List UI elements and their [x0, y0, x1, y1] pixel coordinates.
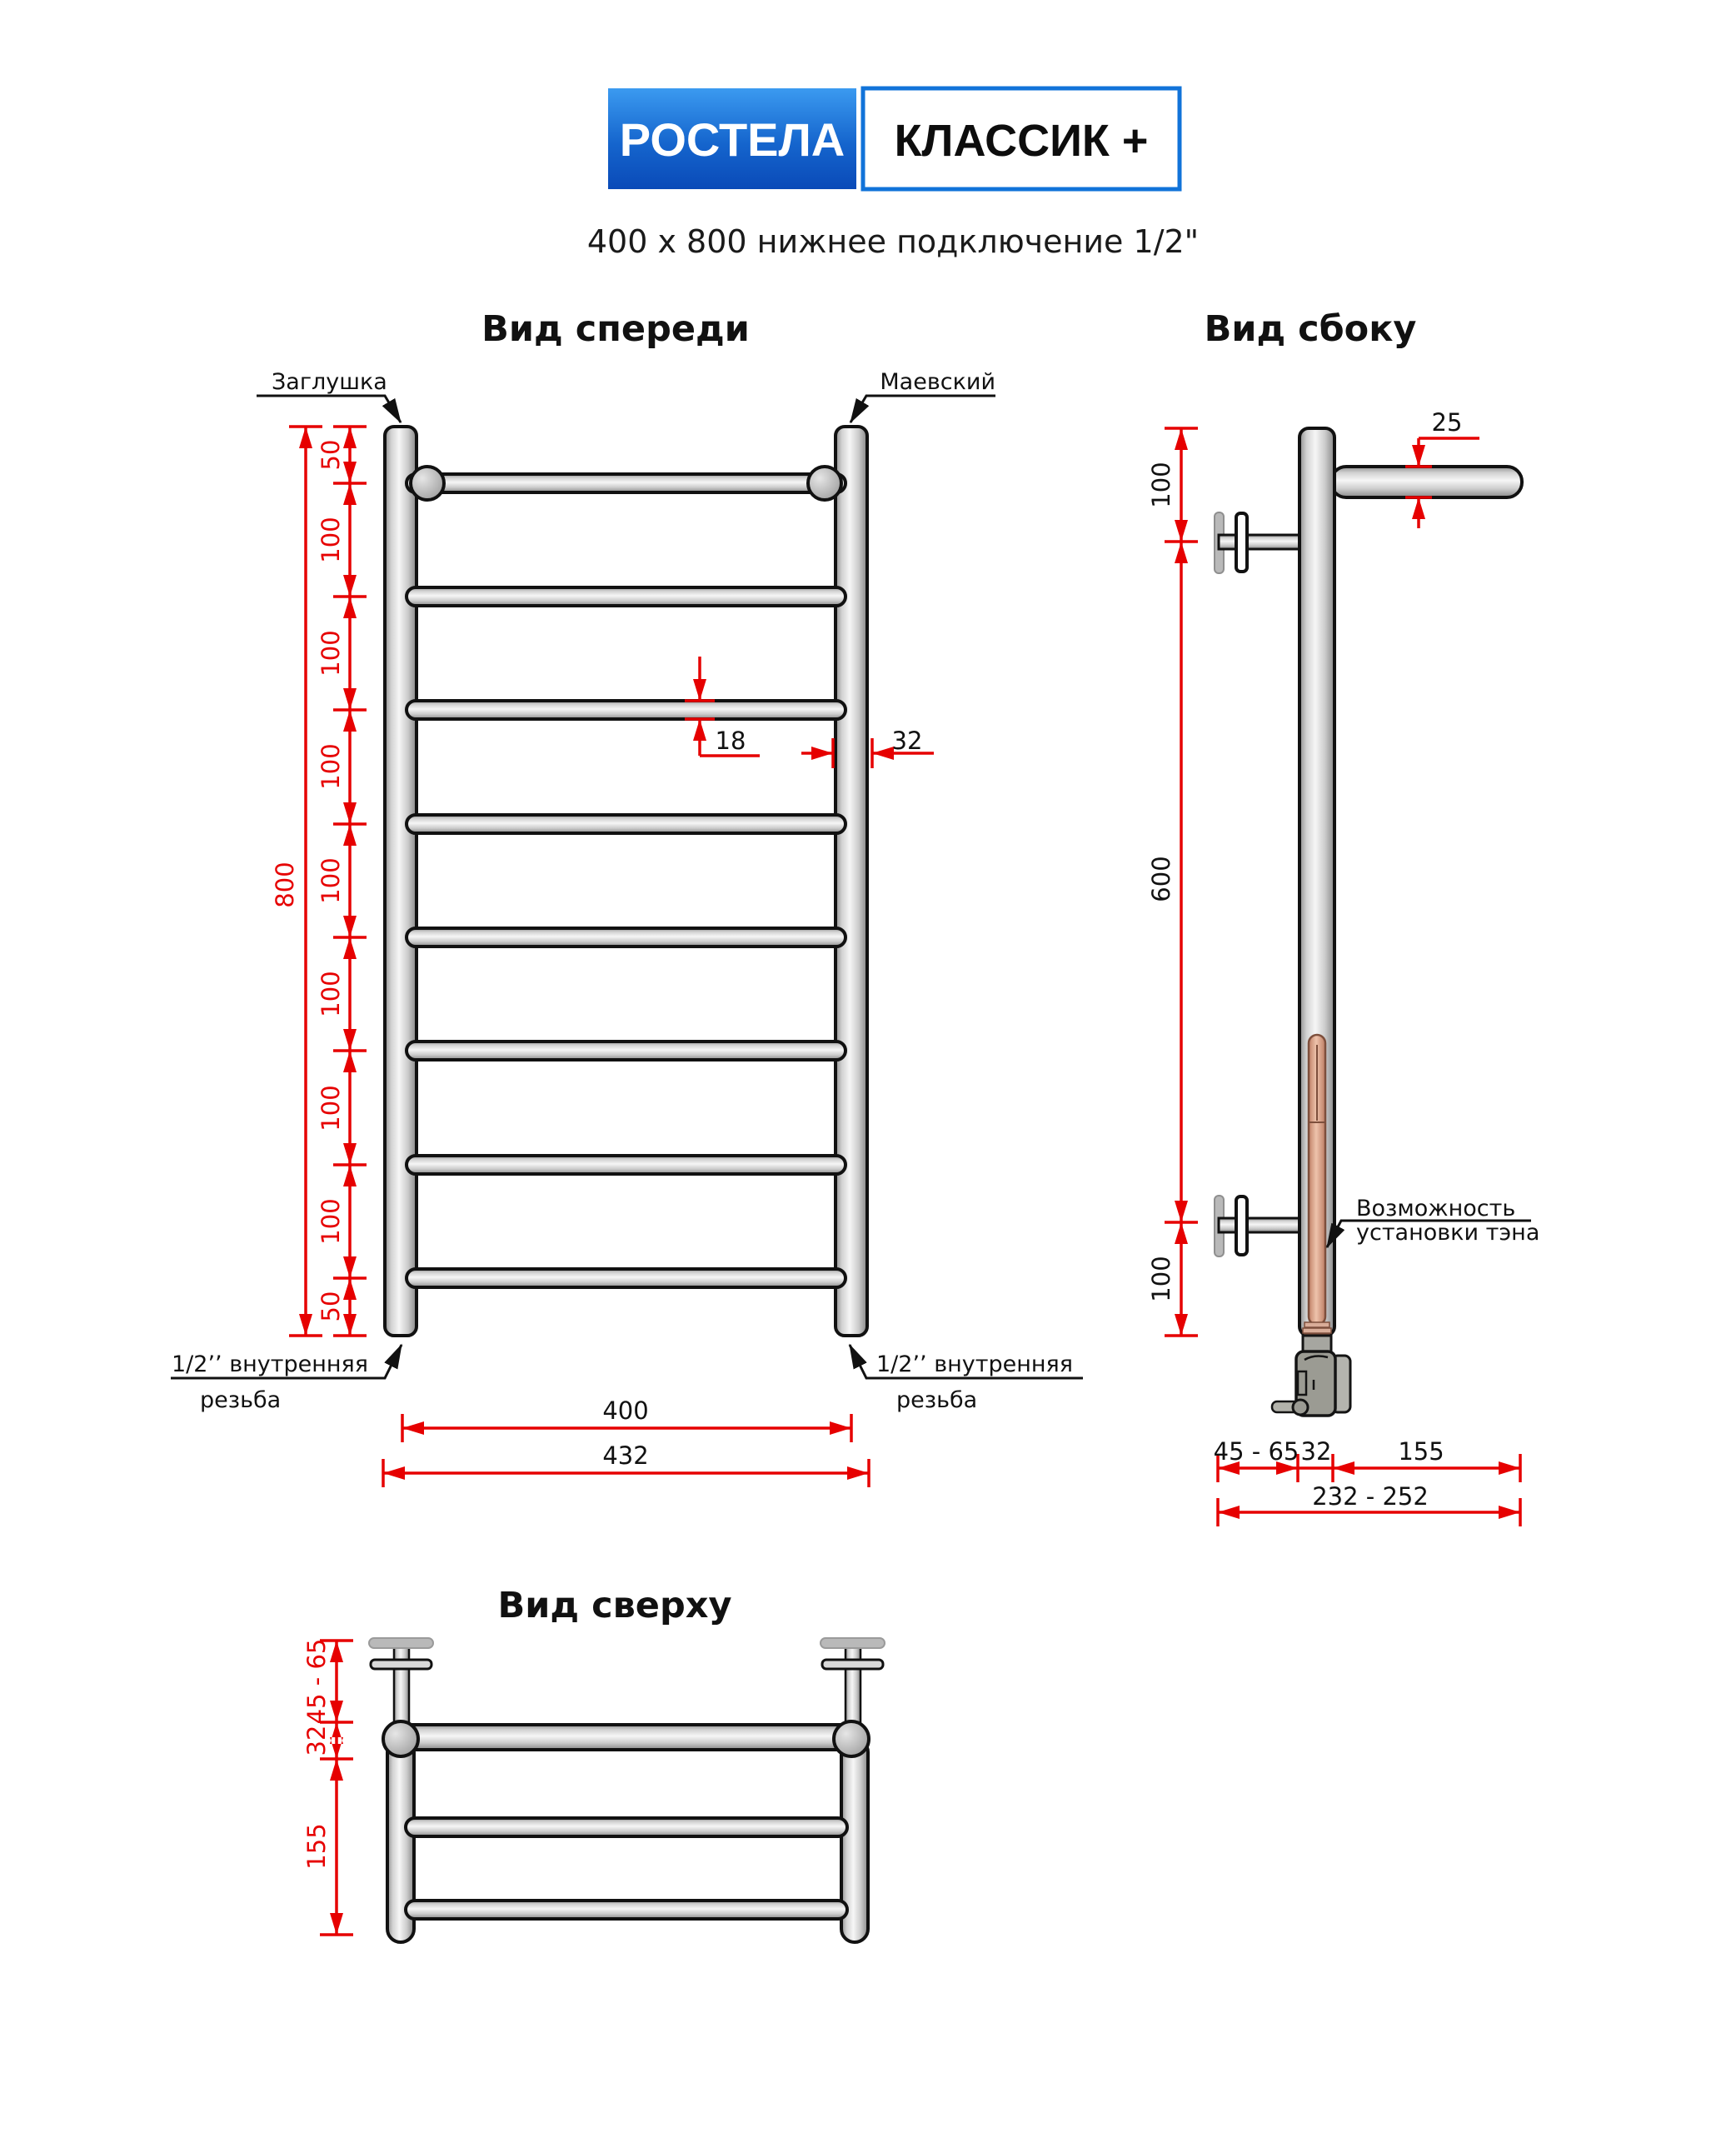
front-left-tube: [385, 427, 417, 1336]
dim-18: 18: [715, 727, 746, 755]
shelf-cross-bar-2: [406, 1901, 847, 1919]
chain-seg-1: 100: [317, 517, 345, 563]
thread-left-label-1: 1/2’’ внутренняя: [172, 1351, 369, 1377]
dim-432: 432: [602, 1441, 649, 1470]
brand-name: РОСТЕЛА: [619, 113, 846, 166]
front-dim-chain: [317, 427, 367, 1336]
front-rungs: [407, 474, 846, 1287]
side-chain-1: 600: [1147, 856, 1175, 902]
thread-left-label-2: резьба: [200, 1387, 282, 1413]
front-dim-width-centers: [402, 1396, 851, 1442]
side-chain-0: 100: [1147, 462, 1175, 508]
rung-8: [407, 1269, 846, 1287]
rung-6: [407, 1042, 846, 1060]
top-view-title: Вид сверху: [497, 1585, 732, 1626]
side-dim-bottom-chain: [1214, 1437, 1520, 1482]
chain-seg-3: 100: [317, 743, 345, 790]
shelf-bar-side: [1331, 467, 1522, 497]
top-bracket-left: [369, 1638, 433, 1726]
side-view: [1147, 308, 1539, 1526]
side-chain-2: 100: [1147, 1256, 1175, 1302]
dim-232-252: 232 - 252: [1312, 1482, 1429, 1511]
side-view-title: Вид сбоку: [1204, 308, 1417, 350]
right-tube-top-view: [834, 1721, 869, 1756]
bracket-plate: [371, 1660, 432, 1669]
heater-label-1: Возможность: [1356, 1196, 1516, 1221]
side-bracket-top: [1215, 512, 1300, 573]
rung-5: [407, 928, 846, 947]
front-view: [171, 308, 1083, 1487]
side-dim-depth-overall: [1218, 1482, 1520, 1526]
heater-label-2: установки тэна: [1356, 1220, 1540, 1246]
chain-seg-5: 100: [317, 971, 345, 1017]
top-chain-1: 32: [302, 1725, 331, 1756]
front-view-title: Вид спереди: [481, 308, 750, 350]
left-ball-joint: [411, 467, 444, 500]
valve-leader-line: [851, 396, 995, 422]
cap-leader-line: [257, 396, 401, 422]
bracket-arm: [1219, 535, 1300, 549]
chain-seg-7: 100: [317, 1198, 345, 1245]
valve-callout: [851, 369, 995, 422]
side-bracket-bottom: [1215, 1196, 1300, 1256]
dim-400: 400: [602, 1396, 649, 1425]
bracket-plate: [1236, 1196, 1247, 1255]
dim-25: 25: [1431, 408, 1463, 437]
front-dim-width-overall: [383, 1441, 869, 1487]
right-ball-joint: [808, 467, 841, 500]
valve-label: Маевский: [880, 369, 995, 395]
chain-seg-4: 100: [317, 857, 345, 904]
electric-unit: [1272, 1336, 1350, 1416]
cap-callout: [257, 369, 401, 422]
bracket-plate: [822, 1660, 883, 1669]
drawing-subtitle: 400 x 800 нижнее подключение 1/2": [586, 223, 1200, 260]
bracket-flange: [821, 1638, 885, 1648]
chain-seg-2: 100: [317, 630, 345, 677]
bracket-plate: [1236, 513, 1247, 572]
shelf-cross-bar-1: [406, 1818, 847, 1836]
dim-45-65-side: 45 - 65: [1213, 1437, 1300, 1466]
bracket-flange: [369, 1638, 433, 1648]
header: [587, 88, 1199, 260]
top-chain-0: 45 - 65: [302, 1638, 331, 1725]
rung-1: [407, 474, 846, 492]
thread-callout-left: [171, 1345, 402, 1413]
thread-right-label-2: резьба: [896, 1387, 978, 1413]
chain-seg-8: 50: [317, 1291, 345, 1322]
side-dim-chain: [1147, 428, 1198, 1336]
dim-32-side: 32: [1300, 1437, 1332, 1466]
thread-right-label-1: 1/2’’ внутренняя: [876, 1351, 1074, 1377]
front-right-tube: [836, 427, 867, 1336]
thread-callout-right: [850, 1345, 1083, 1413]
chain-seg-6: 100: [317, 1085, 345, 1131]
rung-7: [407, 1156, 846, 1174]
dim-32-front: 32: [891, 727, 923, 755]
top-view: [302, 1585, 885, 1942]
bracket-stem: [394, 1643, 409, 1726]
top-chain-2: 155: [302, 1823, 331, 1870]
heater-callout: [1327, 1196, 1539, 1247]
top-bracket-right: [821, 1638, 885, 1726]
crossbar-top: [401, 1725, 851, 1750]
top-dim-chain: [302, 1639, 353, 1935]
rung-4: [407, 815, 846, 833]
front-dim-total-height: [271, 427, 322, 1336]
rung-3: [407, 701, 846, 719]
chain-seg-0: 50: [317, 439, 345, 471]
dim-800: 800: [271, 862, 299, 908]
cap-label: Заглушка: [272, 369, 387, 395]
rung-2: [407, 587, 846, 606]
bracket-stem: [846, 1643, 861, 1726]
unit-neck: [1303, 1336, 1331, 1352]
dim-155-side: 155: [1398, 1437, 1444, 1466]
left-tube-top-view: [383, 1721, 418, 1756]
bracket-arm: [1219, 1218, 1300, 1232]
model-name: КЛАССИК +: [894, 116, 1149, 166]
unit-gland: [1293, 1400, 1308, 1415]
